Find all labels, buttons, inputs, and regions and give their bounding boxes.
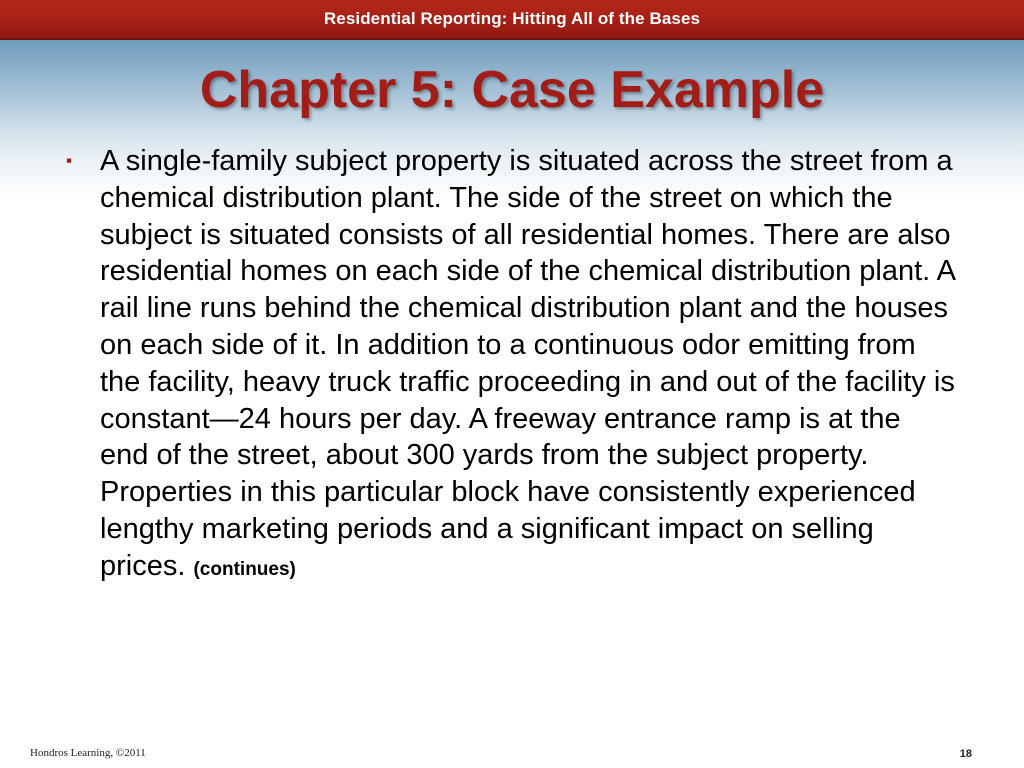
bullet-text bbox=[100, 143, 956, 589]
continues-label: (continues) bbox=[193, 558, 296, 580]
square-bullet-icon: ▪ bbox=[66, 151, 73, 170]
footer-copyright: Hondros Learning, ©2011 bbox=[30, 747, 146, 759]
bullet-paragraph: A single-family subject property is situated across the street from a chemical distribution plant. The side of the street on which the subject is situated consists of all residential homes. There are also residential homes on each side of the chemical distribution plant. A rail line runs behind the chemical distribution plant and the houses on each side of it. In addition to a continuous odor emitting from the facility, heavy truck traffic proceeding in and out of the facility is constant—24 hours per day. A freeway entrance ramp is at the end of the street, about 300 yards from the subject property. Properties in this particular block have consistently experienced lengthy marketing periods and a significant impact on selling prices. bbox=[100, 145, 955, 582]
slide-content bbox=[66, 143, 956, 589]
page-number: 18 bbox=[959, 748, 972, 760]
top-banner bbox=[0, 0, 1024, 40]
banner-title: Residential Reporting: Hitting All of the Bases bbox=[323, 8, 701, 28]
bullet-item bbox=[66, 143, 956, 589]
slide-title: Chapter 5: Case Example bbox=[199, 61, 825, 119]
